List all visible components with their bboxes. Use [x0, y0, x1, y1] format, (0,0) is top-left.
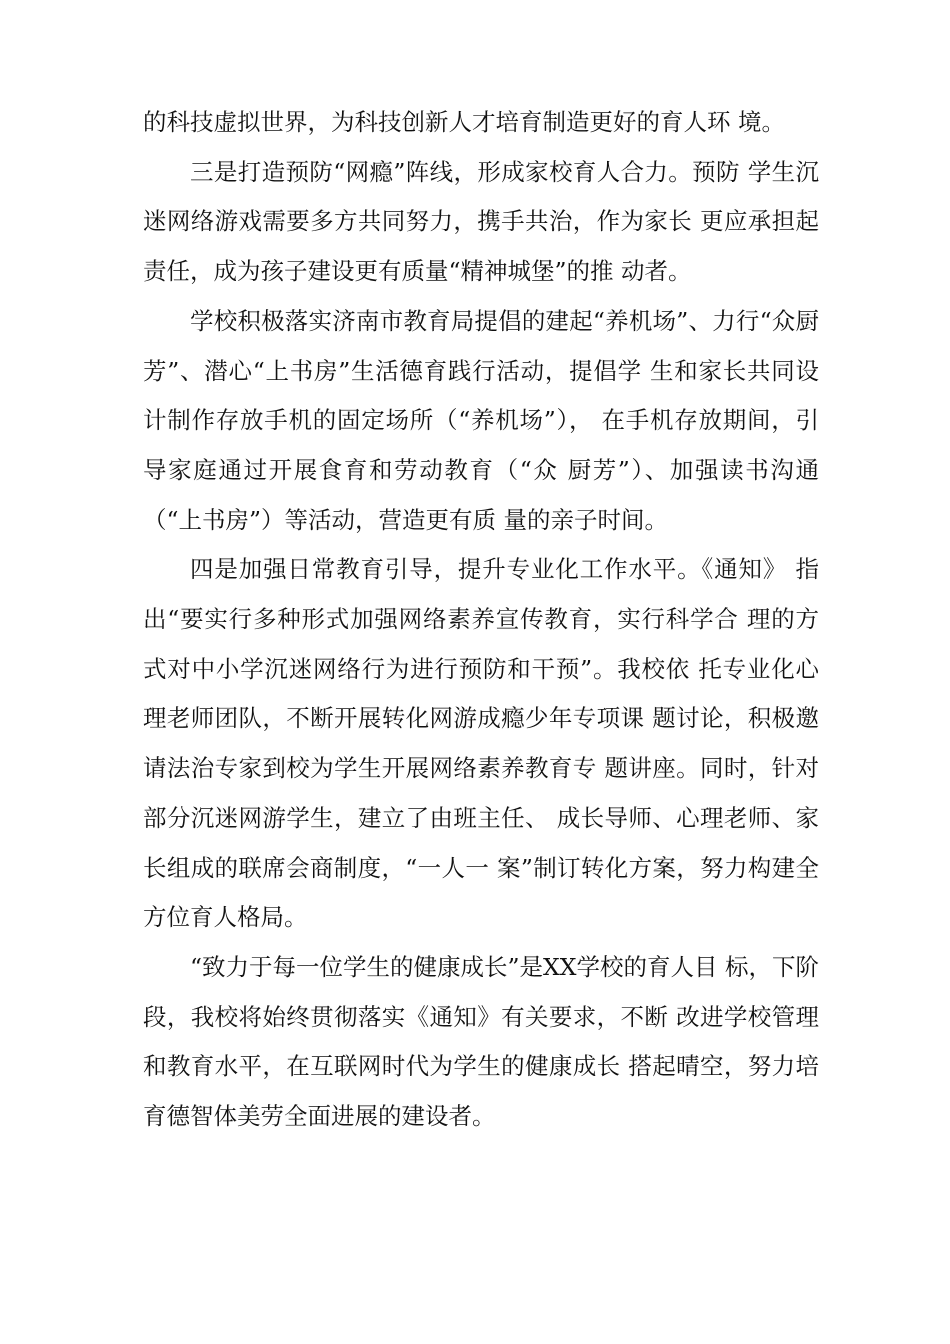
paragraph-continuation: 的科技虚拟世界，为科技创新人才培育制造更好的育人环 境。	[143, 108, 785, 136]
document-page	[143, 98, 819, 1142]
paragraph-school-activities: 学校积极落实济南市教育局提倡的建起“养机场”、力行“众厨芳”、潜心“上书房”生活德育践行活动，提倡学 生和家长共同设计制作存放手机的固定场所（“养机场”）， 在手机存放期间，引导家庭通过开展食育和劳动教育（“众 厨芳”）、加强读书沟通（“上书房”）等活动，营造更有质 量的亲子时间。	[143, 306, 819, 534]
paragraph-point-three: 三是打造预防“网瘾”阵线，形成家校育人合力。预防 学生沉迷网络游戏需要多方共同努力，携手共治，作为家长 更应承担起责任，成为孩子建设更有质量“精神城堡”的推 动者。	[143, 157, 819, 286]
paragraph-point-four: 四是加强日常教育引导，提升专业化工作水平。《通知》 指出“要实行多种形式加强网络素养宣传教育，实行科学合 理的方式对中小学沉迷网络行为进行预防和干预”。我校依 托专业化心理老师团队，不断开展转化网游成瘾少年专项课 题讨论，积极邀请法治专家到校为学生开展网络素养教育专 题讲座。同时，针对部分沉迷网游学生，建立了由班主任、 成长导师、心理老师、家长组成的联席会商制度，“一人一 案”制订转化方案，努力构建全方位育人格局。	[143, 555, 819, 932]
paragraph-conclusion: “致力于每一位学生的健康成长”是XX学校的育人目 标，下阶段，我校将始终贯彻落实《通知》有关要求，不断 改进学校管理和教育水平，在互联网时代为学生的健康成长 搭起晴空，努力培育德智体美劳全面进展的建设者。	[143, 952, 819, 1131]
